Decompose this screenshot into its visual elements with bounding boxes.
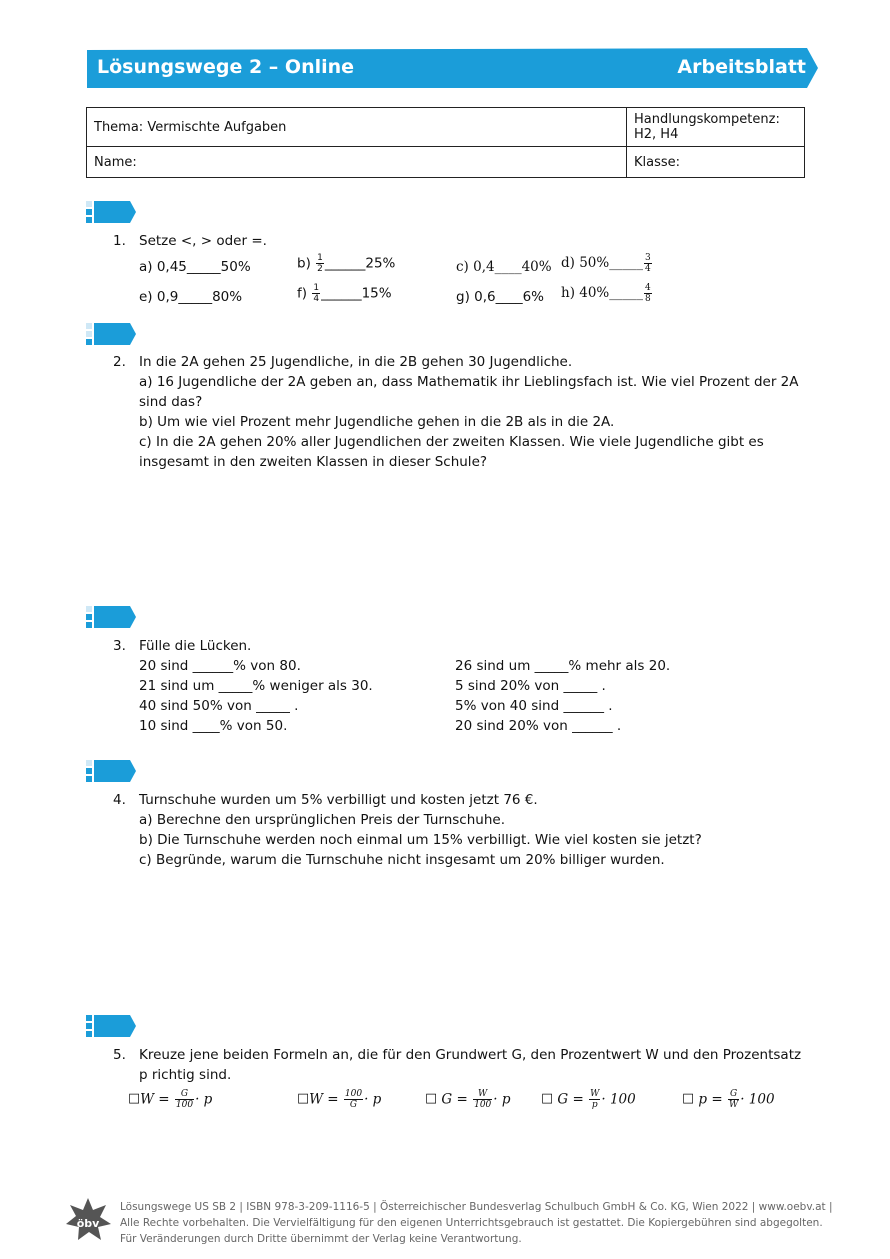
logo-text: öbv: [76, 1217, 100, 1230]
task-2-line: b) Um wie viel Prozent mehr Jugendliche gehen in die 2B als in die 2A.: [139, 414, 615, 430]
task-4: [113, 790, 813, 875]
footer: [64, 1196, 833, 1246]
worksheet-type-label: Arbeitsblatt: [677, 56, 806, 78]
task-1-h: [561, 283, 653, 304]
formula-option-4[interactable]: [541, 1089, 636, 1110]
task-1-f-rest: ______15%: [321, 285, 392, 302]
checkbox[interactable]: ☐: [128, 1091, 141, 1108]
fraction-denominator: 8: [645, 294, 651, 304]
fraction-denominator: 4: [644, 264, 651, 274]
name-field[interactable]: Name:: [87, 147, 627, 178]
task-1-prompt: Setze <, > oder =.: [139, 233, 267, 249]
task-3-right-item: 26 sind um _____% mehr als 20.: [455, 658, 671, 674]
task-2-number: 2.: [113, 354, 126, 370]
task-3-left-item: 10 sind ____% von 50.: [139, 718, 288, 734]
task-5-line: p richtig sind.: [139, 1067, 232, 1083]
formula-lhs: G =: [441, 1091, 468, 1108]
task-4-line: a) Berechne den ursprünglichen Preis der Turnschuhe.: [139, 812, 505, 828]
task-3-prompt: Fülle die Lücken.: [139, 638, 252, 654]
fraction-numerator: 3: [644, 253, 651, 263]
formula-tail: · p: [493, 1091, 511, 1108]
task-1-c: c) 0,4____40%: [456, 259, 552, 275]
task-1-a: a) 0,45_____50%: [139, 259, 251, 275]
formula-tail: · p: [195, 1091, 213, 1108]
task-2: [113, 352, 813, 482]
header-banner: [87, 48, 818, 88]
fraction-numerator: 100: [344, 1089, 363, 1099]
task-1-b: [297, 253, 395, 274]
formula-option-3[interactable]: [425, 1089, 511, 1110]
task-2-line: c) In die 2A gehen 20% aller Jugendlichen der zweiten Klassen. Wie viele Jugendliche gibt es: [139, 434, 764, 450]
section-marker-1: [86, 201, 136, 223]
task-1: [113, 231, 813, 321]
task-5-line: Kreuze jene beiden Formeln an, die für den Grundwert G, den Prozentwert W und den Prozentsatz: [139, 1047, 802, 1063]
fraction-denominator: W: [728, 1100, 739, 1110]
fraction-denominator: p: [591, 1100, 598, 1110]
competence-label: Handlungskompetenz:: [634, 112, 780, 127]
task-1-number: 1.: [113, 233, 126, 249]
formula-fraction: [473, 1089, 492, 1110]
oebv-logo-icon: [64, 1196, 112, 1242]
task-1-g: g) 0,6____6%: [456, 289, 545, 305]
task-4-line: b) Die Turnschuhe werden noch einmal um 15% verbilligt. Wie viel kosten sie jetzt?: [139, 832, 702, 848]
task-5: [113, 1045, 813, 1125]
task-2-line: a) 16 Jugendliche der 2A geben an, dass Mathematik ihr Lieblingsfach ist. Wie viel Prozent der 2A: [139, 374, 799, 390]
checkbox[interactable]: ☐: [425, 1091, 438, 1108]
formula-lhs: W =: [309, 1091, 339, 1108]
task-3-left-item: 21 sind um _____% weniger als 30.: [139, 678, 373, 694]
checkbox[interactable]: ☐: [541, 1091, 554, 1108]
fraction-numerator: G: [728, 1089, 739, 1100]
formula-option-5[interactable]: [682, 1089, 775, 1110]
section-marker-2: [86, 323, 136, 345]
task-5-number: 5.: [113, 1047, 126, 1063]
task-1-b-label: b): [297, 255, 311, 272]
footer-line: Lösungswege US SB 2 | ISBN 978-3-209-1116-5 | Österreichischer Bundesverlag Schulbuch GmbH & Co. KG, Wien 2022 | www.oebv.at |: [120, 1201, 833, 1213]
formula-tail: · p: [364, 1091, 382, 1108]
fraction-numerator: W: [590, 1089, 600, 1099]
task-3-left-item: 20 sind ______% von 80.: [139, 658, 301, 674]
task-1-f-fraction: [312, 283, 320, 304]
task-3-left-item: 40 sind 50% von _____ .: [139, 698, 299, 714]
fraction-numerator: 1: [317, 253, 323, 263]
fraction-numerator: 1: [313, 283, 320, 293]
fraction-denominator: 4: [313, 294, 320, 304]
task-1-f: [297, 283, 392, 304]
fraction-denominator: G: [349, 1100, 358, 1110]
task-2-line: In die 2A gehen 25 Jugendliche, in die 2B gehen 30 Jugendliche.: [139, 354, 573, 370]
task-1-d-fraction: [644, 253, 652, 274]
task-3: [113, 636, 813, 741]
class-field[interactable]: Klasse:: [627, 147, 805, 178]
section-marker-3: [86, 606, 136, 628]
footer-line: Für Veränderungen durch Dritte übernimmt der Verlag keine Verantwortung.: [120, 1233, 522, 1245]
task-1-b-fraction: [316, 253, 324, 274]
checkbox[interactable]: ☐: [297, 1091, 310, 1108]
checkbox[interactable]: ☐: [682, 1091, 695, 1108]
worksheet-series-title: Lösungswege 2 – Online: [97, 56, 355, 78]
formula-lhs: W =: [140, 1091, 170, 1108]
task-3-number: 3.: [113, 638, 126, 654]
competence-value: H2, H4: [634, 127, 679, 142]
topic-cell: Thema: Vermischte Aufgaben: [87, 108, 627, 147]
task-1-f-label: f): [297, 285, 308, 302]
competence-cell: [627, 108, 805, 147]
fraction-denominator: 100: [474, 1100, 492, 1110]
formula-tail: · 100: [601, 1091, 636, 1108]
formula-option-2[interactable]: [297, 1089, 381, 1110]
task-1-d-label: d) 50%_____: [561, 255, 643, 271]
formula-lhs: p =: [698, 1091, 723, 1108]
task-3-right-item: 5% von 40 sind ______ .: [455, 698, 613, 714]
formula-fraction: [728, 1089, 739, 1110]
task-1-h-label: h) 40%_____: [561, 285, 644, 301]
fraction-numerator: W: [473, 1089, 492, 1100]
formula-fraction: [344, 1089, 363, 1110]
formula-fraction: [589, 1089, 600, 1110]
task-4-line: Turnschuhe wurden um 5% verbilligt und kosten jetzt 76 €.: [139, 792, 538, 808]
fraction-denominator: 2: [317, 264, 323, 274]
formula-option-1[interactable]: [128, 1089, 212, 1110]
fraction-numerator: 4: [645, 283, 651, 293]
footer-line: Alle Rechte vorbehalten. Die Vervielfältigung für den eigenen Unterrichtsgebrauch ist gestattet. Die Kopiergebühren sind abgegolten.: [120, 1217, 823, 1229]
fraction-numerator: G: [175, 1089, 194, 1100]
task-2-line: insgesamt in den zweiten Klassen in dieser Schule?: [139, 454, 488, 470]
section-marker-5: [86, 1015, 136, 1037]
section-marker-4: [86, 760, 136, 782]
fraction-denominator: 100: [175, 1100, 194, 1110]
formula-lhs: G =: [557, 1091, 584, 1108]
task-1-b-rest: ______25%: [324, 255, 396, 272]
task-1-d: [561, 253, 653, 274]
formula-tail: · 100: [740, 1091, 775, 1108]
task-4-line: c) Begründe, warum die Turnschuhe nicht insgesamt um 20% billiger wurden.: [139, 852, 665, 868]
task-4-number: 4.: [113, 792, 126, 808]
info-table: [86, 107, 805, 178]
formula-fraction: [175, 1089, 194, 1110]
task-1-h-fraction: [644, 283, 652, 304]
task-3-right-item: 5 sind 20% von _____ .: [455, 678, 606, 694]
task-1-e: e) 0,9_____80%: [139, 289, 243, 305]
footer-text: [120, 1199, 833, 1247]
task-2-line: sind das?: [139, 394, 203, 410]
task-3-right-item: 20 sind 20% von ______ .: [455, 718, 622, 734]
